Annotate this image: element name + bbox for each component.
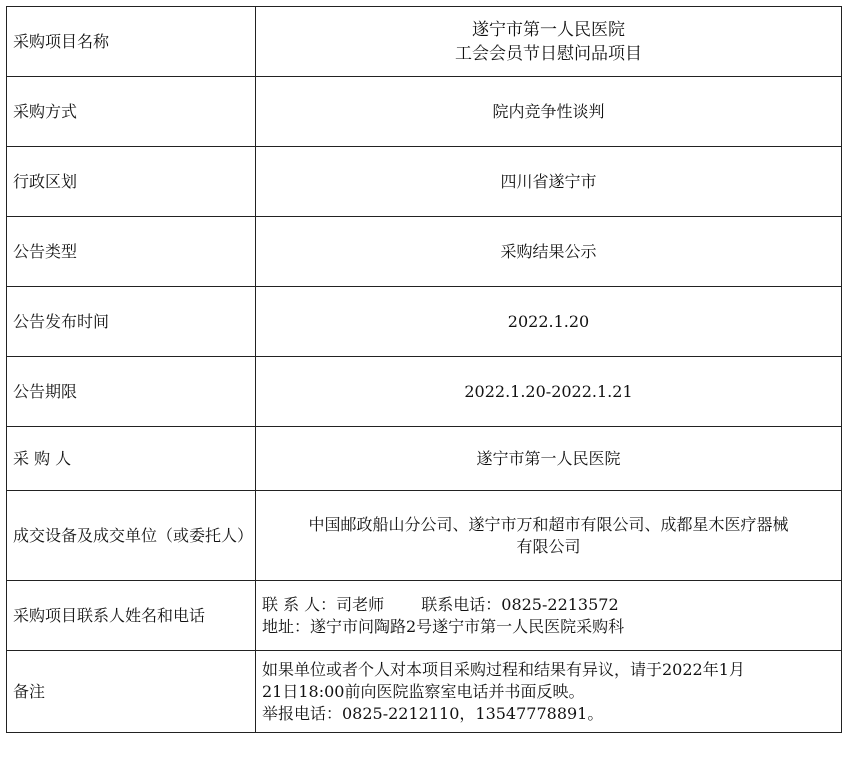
administrative-region-value: 四川省遂宁市 [256, 147, 842, 217]
procurement-method-label: 采购方式 [7, 77, 256, 147]
project-name-line-2: 工会会员节日慰问品项目 [455, 43, 642, 64]
winning-suppliers-line-1: 中国邮政船山分公司、遂宁市万和超市有限公司、成都星木医疗器械 [308, 514, 789, 534]
row-purchaser [7, 427, 842, 491]
project-name-line-1: 遂宁市第一人民医院 [472, 19, 625, 40]
procurement-method-value: 院内竞争性谈判 [256, 77, 842, 147]
purchaser-label: 采 购 人 [7, 427, 256, 491]
notice-period-label: 公告期限 [7, 357, 256, 427]
project-name-label: 采购项目名称 [7, 7, 256, 77]
winning-suppliers-value [256, 491, 842, 581]
notice-type-label: 公告类型 [7, 217, 256, 287]
winning-suppliers-line-2: 有限公司 [516, 536, 581, 556]
remarks-report-phone: 举报电话：0825-2212110，13547778891。 [262, 703, 604, 723]
row-procurement-method [7, 77, 842, 147]
contact-address: 地址：遂宁市问陶路2号遂宁市第一人民医院采购科 [262, 616, 625, 636]
publish-date-value: 2022.1.20 [256, 287, 842, 357]
row-winning-suppliers [7, 491, 842, 581]
row-contact [7, 581, 842, 651]
winning-suppliers-label: 成交设备及成交单位（或委托人） [7, 491, 256, 581]
row-administrative-region [7, 147, 842, 217]
remarks-value [256, 651, 842, 733]
notice-period-value: 2022.1.20-2022.1.21 [256, 357, 842, 427]
notice-type-value: 采购结果公示 [256, 217, 842, 287]
row-project-name [7, 7, 842, 77]
remarks-line-2: 21日18:00前向医院监察室电话并书面反映。 [262, 681, 585, 701]
publish-date-label: 公告发布时间 [7, 287, 256, 357]
project-name-value [256, 7, 842, 77]
row-publish-date [7, 287, 842, 357]
row-remarks [7, 651, 842, 733]
contact-label: 采购项目联系人姓名和电话 [7, 581, 256, 651]
contact-person-phone: 联 系 人：司老师 联系电话：0825-2213572 [262, 594, 619, 614]
contact-value [256, 581, 842, 651]
row-notice-type [7, 217, 842, 287]
remarks-label: 备注 [7, 651, 256, 733]
procurement-notice-table [6, 6, 842, 733]
purchaser-value: 遂宁市第一人民医院 [256, 427, 842, 491]
administrative-region-label: 行政区划 [7, 147, 256, 217]
remarks-line-1: 如果单位或者个人对本项目采购过程和结果有异议，请于2022年1月 [262, 659, 745, 679]
row-notice-period [7, 357, 842, 427]
